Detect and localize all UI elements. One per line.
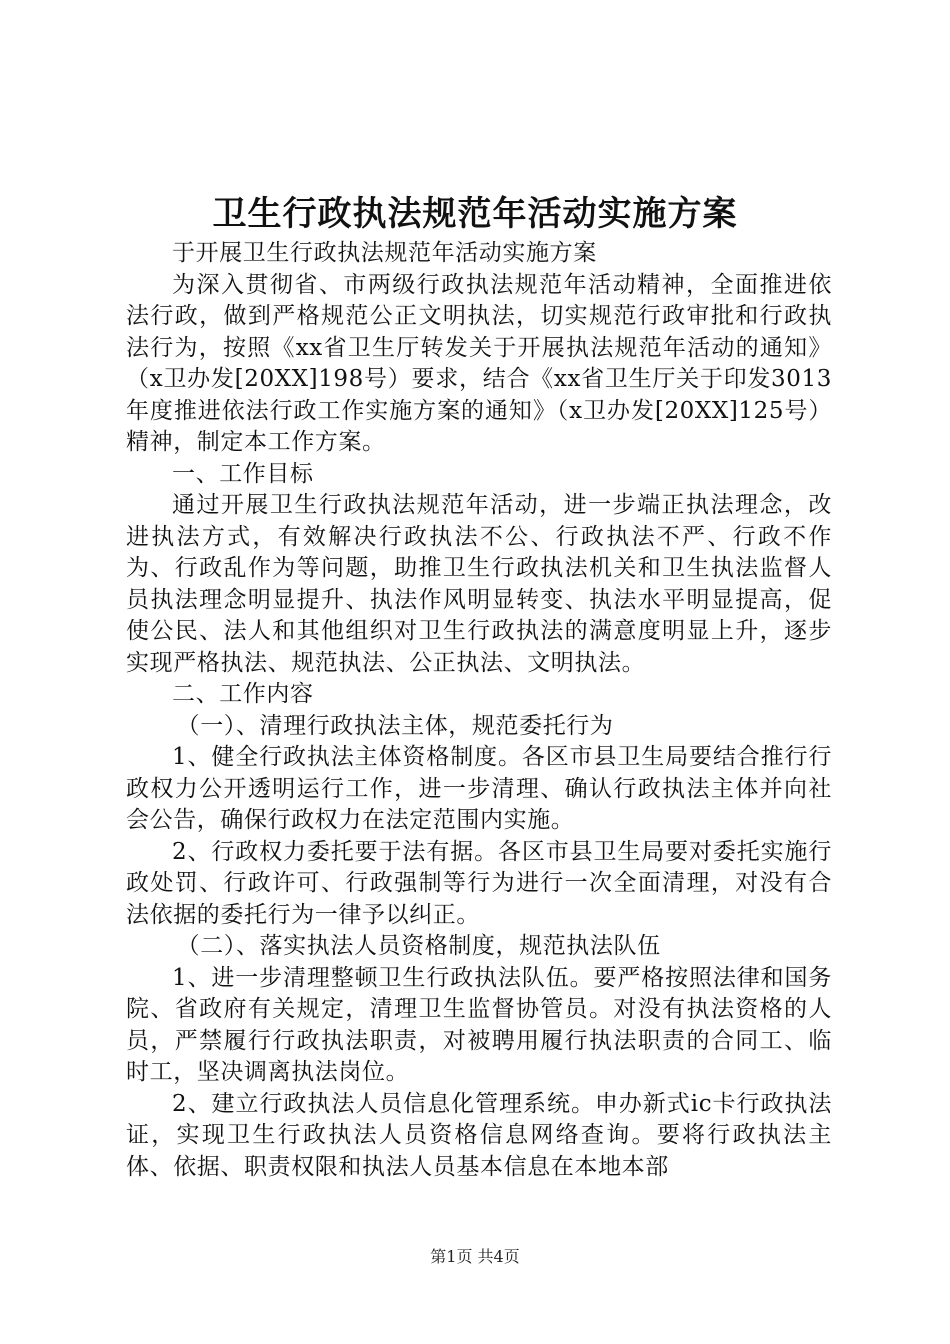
paragraph-item-1-2: 2、行政权力委托要于法有据。各区市县卫生局要对委托实施行政处罚、行政许可、行政强制等行为进行一次全面清理，对没有合法依据的委托行为一律予以纠正。 bbox=[126, 838, 832, 928]
page-number: 第1页 共4页 bbox=[430, 1247, 520, 1266]
paragraph-work-goals: 通过开展卫生行政执法规范年活动，进一步端正执法理念，改进执法方式，有效解决行政执法不公、行政执法不严、行政不作为、行政乱作为等问题，助推卫生行政执法机关和卫生执法监督人员执法理念明显提升、执法作风明显转变、执法水平明显提高，促使公民、法人和其他组织对卫生行政执法的满意度明显上升，逐步实现严格执法、规范执法、公正执法、文明执法。 bbox=[126, 492, 832, 676]
paragraph-subtitle: 于开展卫生行政执法规范年活动实施方案 bbox=[172, 240, 597, 266]
document-title: 卫生行政执法规范年活动实施方案 bbox=[212, 194, 738, 234]
subheading-section-1: （一）、清理行政执法主体，规范委托行为 bbox=[176, 712, 614, 739]
paragraph-item-2-2: 2、建立行政执法人员信息化管理系统。申办新式ic卡行政执法证，实现卫生行政执法人员资格信息网络查询。要将行政执法主体、依据、职责权限和执法人员基本信息在本地本部 bbox=[126, 1090, 832, 1180]
subheading-section-2: （二）、落实执法人员资格制度，规范执法队伍 bbox=[176, 933, 661, 959]
paragraph-intro: 为深入贯彻省、市两级行政执法规范年活动精神，全面推进依法行政，做到严格规范公正文明执法，切实规范行政审批和行政执法行为，按照《xx省卫生厅转发关于开展执法规范年活动的通知》（x卫办发[20XX]198号）要求，结合《xx省卫生厅关于印发3013年度推进依法行政工作实施方案的通知》（x卫办发[20XX]125号）精神，制定本工作方案。 bbox=[126, 271, 832, 455]
document-body bbox=[126, 238, 832, 1183]
heading-work-goals: 一、工作目标 bbox=[172, 460, 314, 487]
paragraph-item-1-1: 1、健全行政执法主体资格制度。各区市县卫生局要结合推行行政权力公开透明运行工作，进一步清理、确认行政执法主体并向社会公告，确保行政权力在法定范围内实施。 bbox=[126, 744, 832, 833]
heading-work-content: 二、工作内容 bbox=[172, 681, 314, 707]
paragraph-item-2-1: 1、进一步清理整顿卫生行政执法队伍。要严格按照法律和国务院、省政府有关规定，清理卫生监督协管员。对没有执法资格的人员，严禁履行行政执法职责，对被聘用履行执法职责的合同工、临时工，坚决调离执法岗位。 bbox=[126, 964, 832, 1085]
